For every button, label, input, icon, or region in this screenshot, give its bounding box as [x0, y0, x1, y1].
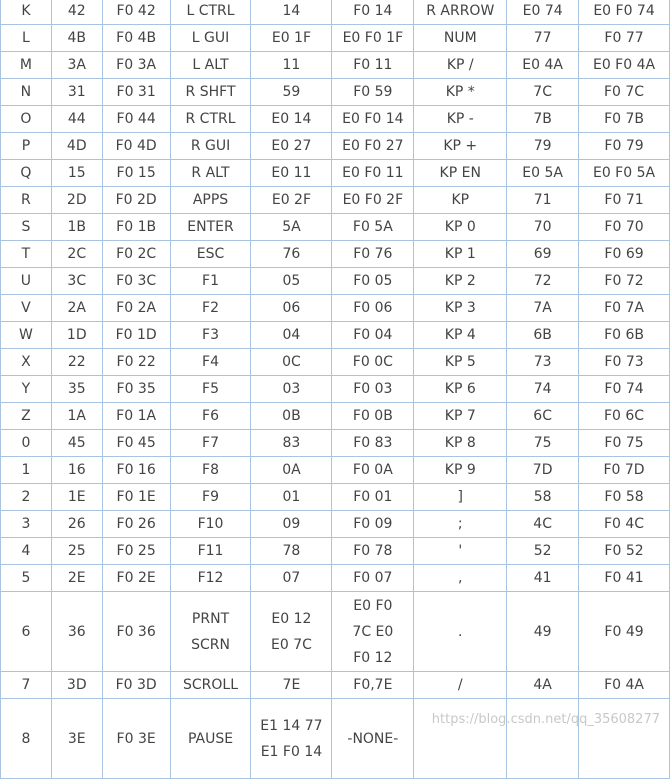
cell-key3	[414, 699, 507, 779]
cell-break2: F0 0C	[332, 349, 414, 376]
cell-break	[102, 672, 170, 699]
cell-key2: L GUI	[170, 25, 251, 52]
cell-make: 3A	[51, 52, 102, 79]
cell-break2	[332, 699, 414, 779]
cell-key: P	[1, 133, 52, 160]
cell-key2: APPS	[170, 187, 251, 214]
cell-break3: F0 73	[579, 349, 670, 376]
cell-make2: 0B	[251, 403, 332, 430]
table-row	[1, 187, 670, 214]
cell-break: F0 26	[102, 511, 170, 538]
cell-break2: E0 F0 2F	[332, 187, 414, 214]
cell-make: 26	[51, 511, 102, 538]
cell-make: 15	[51, 160, 102, 187]
cell-key3: KP /	[414, 52, 507, 79]
cell-make3	[507, 592, 579, 672]
cell-key3: ;	[414, 511, 507, 538]
cell-key	[1, 699, 52, 779]
cell-make	[51, 592, 102, 672]
cell-break3: F0 6B	[579, 322, 670, 349]
cell-make3: 77	[507, 25, 579, 52]
cell-break3: F0 74	[579, 376, 670, 403]
cell-make3: 58	[507, 484, 579, 511]
cell-key2: ESC	[170, 241, 251, 268]
cell-make2: 01	[251, 484, 332, 511]
cell-break3: F0 77	[579, 25, 670, 52]
cell-make2: 07	[251, 565, 332, 592]
cell-key2: F7	[170, 430, 251, 457]
cell-break3: F0 7C	[579, 79, 670, 106]
cell-key3: KP +	[414, 133, 507, 160]
cell-line: E0 F0	[353, 597, 393, 614]
cell-break2: F0 04	[332, 322, 414, 349]
cell-line: 36	[67, 623, 86, 640]
cell-key3: KP 5	[414, 349, 507, 376]
cell-key: 5	[1, 565, 52, 592]
cell-break: F0 15	[102, 160, 170, 187]
cell-make: 1E	[51, 484, 102, 511]
cell-key3: ,	[414, 565, 507, 592]
cell-break3: E0 F0 5A	[579, 160, 670, 187]
cell-break3: F0 72	[579, 268, 670, 295]
cell-make2: 09	[251, 511, 332, 538]
cell-make3: 6B	[507, 322, 579, 349]
cell-make: 3C	[51, 268, 102, 295]
table-row	[1, 241, 670, 268]
cell-key: O	[1, 106, 52, 133]
cell-key3: KP 3	[414, 295, 507, 322]
cell-key2: F8	[170, 457, 251, 484]
cell-line: 6	[21, 623, 31, 640]
cell-break3	[579, 699, 670, 779]
cell-line: PRNT	[191, 610, 230, 627]
cell-break: F0 31	[102, 79, 170, 106]
cell-key2: R SHFT	[170, 79, 251, 106]
cell-make: 16	[51, 457, 102, 484]
cell-make3: E0 5A	[507, 160, 579, 187]
cell-key: V	[1, 295, 52, 322]
cell-break3: F0 71	[579, 187, 670, 214]
cell-make2: 03	[251, 376, 332, 403]
cell-make2: 11	[251, 52, 332, 79]
cell-break: F0 4B	[102, 25, 170, 52]
cell-key2: F6	[170, 403, 251, 430]
table-row	[1, 133, 670, 160]
table-row	[1, 430, 670, 457]
table-row	[1, 214, 670, 241]
cell-key3	[414, 592, 507, 672]
cell-key: N	[1, 79, 52, 106]
cell-make2	[251, 699, 332, 779]
cell-line: .	[458, 623, 463, 640]
cell-make3: 70	[507, 214, 579, 241]
cell-key	[1, 592, 52, 672]
cell-break: F0 3A	[102, 52, 170, 79]
cell-break2: F0 01	[332, 484, 414, 511]
cell-break3	[579, 672, 670, 699]
table-row	[1, 484, 670, 511]
cell-make3: 72	[507, 268, 579, 295]
cell-break3: F0 69	[579, 241, 670, 268]
cell-break3: F0 75	[579, 430, 670, 457]
cell-key: 0	[1, 430, 52, 457]
cell-key: 1	[1, 457, 52, 484]
cell-make3: 75	[507, 430, 579, 457]
cell-break: F0 2C	[102, 241, 170, 268]
cell-make2: 5A	[251, 214, 332, 241]
cell-make3: 69	[507, 241, 579, 268]
table-row	[1, 322, 670, 349]
cell-make3: 41	[507, 565, 579, 592]
cell-key: Z	[1, 403, 52, 430]
cell-key3: KP 1	[414, 241, 507, 268]
table-row	[1, 295, 670, 322]
cell-make2: 0A	[251, 457, 332, 484]
watermark: https://blog.csdn.net/qq_35608277	[431, 712, 660, 727]
cell-break: F0 3C	[102, 268, 170, 295]
cell-key2	[170, 699, 251, 779]
cell-make3: 7C	[507, 79, 579, 106]
cell-make2: E0 27	[251, 133, 332, 160]
table-row	[1, 52, 670, 79]
cell-make3: 6C	[507, 403, 579, 430]
cell-make3: E0 4A	[507, 52, 579, 79]
cell-break3: F0 7B	[579, 106, 670, 133]
cell-break2: F0 0A	[332, 457, 414, 484]
cell-break: F0 2D	[102, 187, 170, 214]
cell-key3: NUM	[414, 25, 507, 52]
cell-key2: F9	[170, 484, 251, 511]
cell-key2: F1	[170, 268, 251, 295]
cell-break2: F0 14	[332, 0, 414, 25]
cell-key3: ]	[414, 484, 507, 511]
cell-make3: 7D	[507, 457, 579, 484]
cell-line: E0 12	[271, 610, 312, 627]
cell-line: 49	[533, 623, 552, 640]
cell-line: PAUSE	[187, 730, 234, 747]
cell-key2: R ALT	[170, 160, 251, 187]
cell-break3: F0 6C	[579, 403, 670, 430]
cell-line: F0 36	[116, 623, 156, 640]
table-row	[1, 349, 670, 376]
cell-make: 22	[51, 349, 102, 376]
cell-key: 4	[1, 538, 52, 565]
cell-break: F0 44	[102, 106, 170, 133]
cell-make2	[251, 672, 332, 699]
table-row	[1, 672, 670, 699]
cell-line: 3E	[67, 730, 86, 747]
cell-make: 2D	[51, 187, 102, 214]
cell-make3: 74	[507, 376, 579, 403]
cell-make2: 78	[251, 538, 332, 565]
table-row	[1, 160, 670, 187]
cell-break2: F0 76	[332, 241, 414, 268]
cell-break: F0 35	[102, 376, 170, 403]
cell-line: 7	[21, 677, 31, 693]
cell-key2: R CTRL	[170, 106, 251, 133]
cell-key2: F5	[170, 376, 251, 403]
cell-make2: 05	[251, 268, 332, 295]
cell-break3: F0 41	[579, 565, 670, 592]
table-row	[1, 106, 670, 133]
cell-break2: F0 0B	[332, 403, 414, 430]
table-row	[1, 0, 670, 25]
cell-key: M	[1, 52, 52, 79]
cell-break2: E0 F0 11	[332, 160, 414, 187]
cell-break2: F0 59	[332, 79, 414, 106]
cell-line: 3D	[66, 677, 87, 693]
cell-break2: F0 11	[332, 52, 414, 79]
cell-key: 2	[1, 484, 52, 511]
cell-key	[1, 672, 52, 699]
cell-key2: F12	[170, 565, 251, 592]
cell-make2: 0C	[251, 349, 332, 376]
cell-make3: 4C	[507, 511, 579, 538]
cell-make2: E0 14	[251, 106, 332, 133]
cell-make3: 52	[507, 538, 579, 565]
cell-break3: F0 58	[579, 484, 670, 511]
cell-key: R	[1, 187, 52, 214]
cell-line: 7E	[282, 677, 301, 693]
cell-line: SCROLL	[183, 677, 239, 693]
cell-make: 35	[51, 376, 102, 403]
cell-key: L	[1, 25, 52, 52]
cell-key3: KP 0	[414, 214, 507, 241]
cell-break: F0 45	[102, 430, 170, 457]
cell-break3: E0 F0 74	[579, 0, 670, 25]
cell-make3: 71	[507, 187, 579, 214]
cell-make: 2E	[51, 565, 102, 592]
cell-key3: KP *	[414, 79, 507, 106]
cell-break: F0 1A	[102, 403, 170, 430]
cell-line: /	[457, 677, 463, 693]
cell-key: T	[1, 241, 52, 268]
cell-key3: KP -	[414, 106, 507, 133]
cell-break3: F0 70	[579, 214, 670, 241]
cell-break3	[579, 592, 670, 672]
cell-break2: E0 F0 1F	[332, 25, 414, 52]
cell-make2: 06	[251, 295, 332, 322]
cell-make: 25	[51, 538, 102, 565]
cell-break2: F0 07	[332, 565, 414, 592]
cell-make2: E0 2F	[251, 187, 332, 214]
cell-make: 45	[51, 430, 102, 457]
cell-key3: R ARROW	[414, 0, 507, 25]
cell-break: F0 4D	[102, 133, 170, 160]
table-row	[1, 592, 670, 672]
cell-break3: E0 F0 4A	[579, 52, 670, 79]
cell-key: X	[1, 349, 52, 376]
cell-break2	[332, 592, 414, 672]
cell-make3: E0 74	[507, 0, 579, 25]
cell-key3: KP 6	[414, 376, 507, 403]
cell-key: K	[1, 0, 52, 25]
table-row	[1, 25, 670, 52]
table-row	[1, 457, 670, 484]
cell-make: 31	[51, 79, 102, 106]
cell-line: F0 3D	[115, 677, 157, 693]
cell-break2	[332, 672, 414, 699]
cell-line: F0,7E	[353, 677, 393, 693]
cell-break: F0 22	[102, 349, 170, 376]
cell-line: -NONE-	[347, 730, 399, 747]
cell-key2: F2	[170, 295, 251, 322]
cell-key3: KP 2	[414, 268, 507, 295]
cell-make	[51, 699, 102, 779]
cell-break2: F0 06	[332, 295, 414, 322]
cell-break3: F0 52	[579, 538, 670, 565]
cell-break: F0 16	[102, 457, 170, 484]
cell-make: 1A	[51, 403, 102, 430]
cell-make3	[507, 699, 579, 779]
cell-key2: F3	[170, 322, 251, 349]
cell-line: F0 49	[604, 623, 644, 640]
cell-break2: F0 03	[332, 376, 414, 403]
cell-make: 4D	[51, 133, 102, 160]
cell-break3: F0 7D	[579, 457, 670, 484]
table-row	[1, 403, 670, 430]
cell-line: 4A	[533, 677, 552, 693]
cell-line: E0 7C	[270, 636, 312, 653]
cell-make2: E0 1F	[251, 25, 332, 52]
cell-key: Q	[1, 160, 52, 187]
cell-line: F0 4A	[604, 677, 644, 693]
cell-break: F0 1D	[102, 322, 170, 349]
cell-make2	[251, 592, 332, 672]
cell-key: U	[1, 268, 52, 295]
cell-key2	[170, 672, 251, 699]
cell-make2: 14	[251, 0, 332, 25]
cell-key: S	[1, 214, 52, 241]
cell-make2: 83	[251, 430, 332, 457]
table-row	[1, 565, 670, 592]
cell-make2: E0 11	[251, 160, 332, 187]
cell-break: F0 42	[102, 0, 170, 25]
cell-key3: KP	[414, 187, 507, 214]
cell-break2: E0 F0 27	[332, 133, 414, 160]
cell-break: F0 2E	[102, 565, 170, 592]
cell-make2: 04	[251, 322, 332, 349]
cell-key3: KP EN	[414, 160, 507, 187]
cell-line: E1 F0 14	[260, 743, 323, 760]
cell-make: 1B	[51, 214, 102, 241]
cell-break: F0 2A	[102, 295, 170, 322]
cell-break2: E0 F0 14	[332, 106, 414, 133]
cell-line: SCRN	[191, 636, 230, 653]
cell-key: W	[1, 322, 52, 349]
cell-line: F0 3E	[116, 730, 156, 747]
cell-line: E1 14 77	[260, 717, 323, 734]
cell-break: F0 1B	[102, 214, 170, 241]
cell-break	[102, 592, 170, 672]
cell-break3: F0 4C	[579, 511, 670, 538]
cell-make: 42	[51, 0, 102, 25]
cell-key2: L CTRL	[170, 0, 251, 25]
cell-key: 3	[1, 511, 52, 538]
cell-make3: 7B	[507, 106, 579, 133]
cell-break2: F0 5A	[332, 214, 414, 241]
cell-make: 44	[51, 106, 102, 133]
cell-break3: F0 79	[579, 133, 670, 160]
cell-break	[102, 699, 170, 779]
cell-key2: ENTER	[170, 214, 251, 241]
table-row	[1, 268, 670, 295]
cell-key3: KP 9	[414, 457, 507, 484]
table-row	[1, 538, 670, 565]
cell-key: Y	[1, 376, 52, 403]
cell-key3: KP 7	[414, 403, 507, 430]
table-row	[1, 376, 670, 403]
cell-break2: F0 09	[332, 511, 414, 538]
cell-key3: '	[414, 538, 507, 565]
table-row	[1, 79, 670, 106]
cell-make3: 79	[507, 133, 579, 160]
cell-key3: KP 8	[414, 430, 507, 457]
cell-make: 2C	[51, 241, 102, 268]
cell-make3: 73	[507, 349, 579, 376]
cell-break: F0 1E	[102, 484, 170, 511]
table-row	[1, 511, 670, 538]
cell-make3	[507, 672, 579, 699]
cell-break2: F0 78	[332, 538, 414, 565]
cell-line: 8	[21, 730, 31, 747]
cell-make2: 76	[251, 241, 332, 268]
cell-make: 4B	[51, 25, 102, 52]
cell-key2: F10	[170, 511, 251, 538]
cell-key3: KP 4	[414, 322, 507, 349]
cell-make	[51, 672, 102, 699]
cell-key2: F11	[170, 538, 251, 565]
cell-break: F0 25	[102, 538, 170, 565]
cell-key2: R GUI	[170, 133, 251, 160]
cell-key2: F4	[170, 349, 251, 376]
cell-break2: F0 05	[332, 268, 414, 295]
cell-make2: 59	[251, 79, 332, 106]
table-row	[1, 699, 670, 779]
cell-line: 7C E0	[352, 623, 394, 640]
cell-key2	[170, 592, 251, 672]
cell-make3: 7A	[507, 295, 579, 322]
cell-key3	[414, 672, 507, 699]
cell-make: 1D	[51, 322, 102, 349]
cell-key2: L ALT	[170, 52, 251, 79]
cell-break3: F0 7A	[579, 295, 670, 322]
cell-make: 2A	[51, 295, 102, 322]
cell-line: F0 12	[353, 649, 393, 666]
cell-break2: F0 83	[332, 430, 414, 457]
